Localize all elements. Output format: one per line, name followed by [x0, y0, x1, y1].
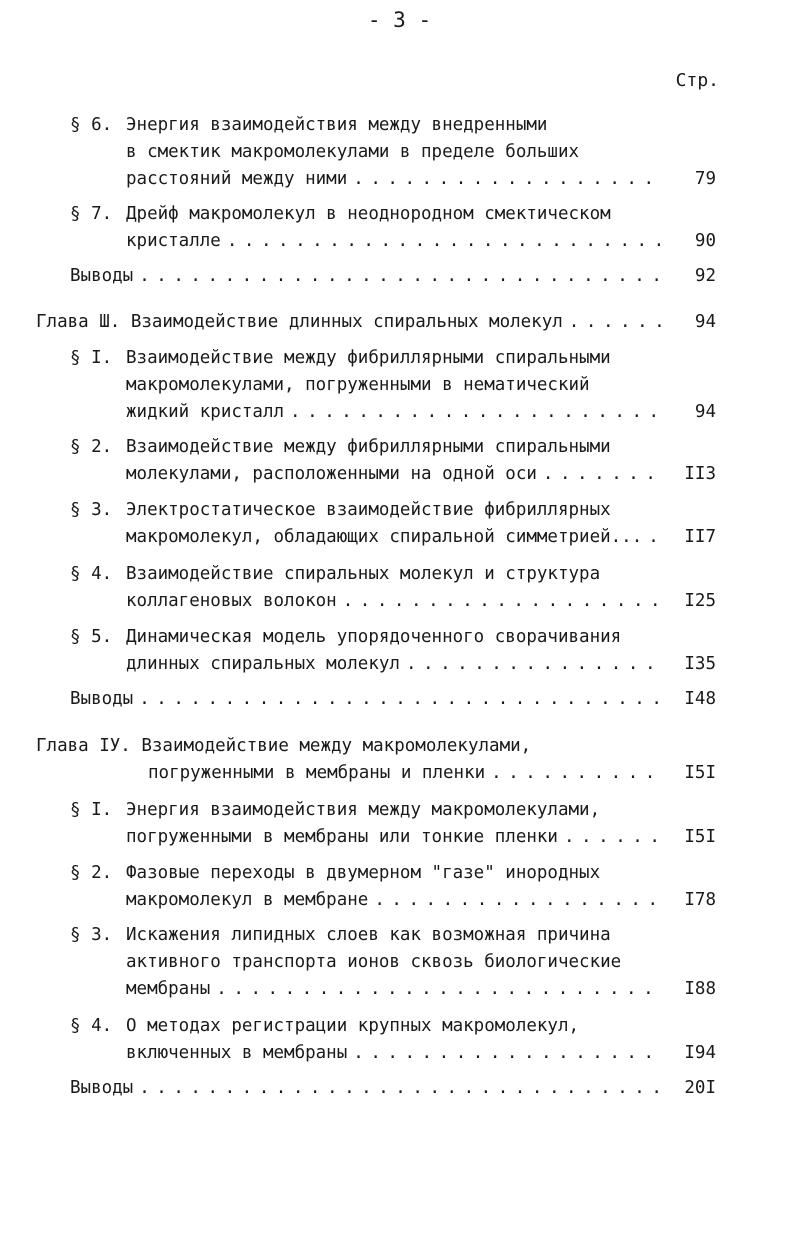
toc-entry-section-2	[70, 434, 716, 488]
leader-dots	[216, 976, 664, 1003]
entry-text-line: Выводы	[70, 266, 134, 286]
section-mark: § I.	[70, 800, 113, 820]
page-ref: I5I	[684, 827, 716, 847]
section-mark: § 7.	[70, 204, 113, 224]
page-ref: 79	[694, 169, 716, 189]
leader-dots	[290, 399, 664, 426]
section-mark: § 3.	[70, 500, 113, 520]
leader-dots	[139, 263, 664, 290]
entry-text-line: жидкий кристалл	[126, 402, 285, 422]
leader-dots	[139, 1075, 664, 1102]
toc-entry-section-6	[70, 112, 716, 193]
toc-entry-section-4	[70, 1013, 716, 1067]
entry-text-line: Энергия взаимодействия между внедренными	[126, 115, 548, 135]
entry-text-line: Взаимодействие спиральных молекул и структура	[126, 564, 601, 584]
entry-text-line: включенных в мембраны	[126, 1043, 348, 1063]
page-ref: 92	[694, 266, 716, 286]
entry-text-line: Выводы	[70, 689, 134, 709]
toc-entry-section-4	[70, 561, 716, 615]
section-mark: § 2.	[70, 863, 113, 883]
toc-entry-section-1	[70, 345, 716, 426]
entry-text-line: Электростатическое взаимодействие фибриллярных	[126, 500, 611, 520]
toc-entry-chapter-4	[36, 733, 716, 787]
page-ref: I25	[684, 591, 716, 611]
leader-dots	[648, 524, 664, 551]
entry-text-line: в смектик макромолекулами в пределе больших	[126, 142, 580, 162]
toc-entry-conclusions	[70, 686, 716, 713]
entry-text-line: коллагеновых волокон	[126, 591, 337, 611]
entry-text-line: Энергия взаимодействия между макромолекулами,	[126, 800, 601, 820]
section-mark: § 6.	[70, 115, 113, 135]
page-column-header: Стр.	[675, 70, 719, 91]
entry-text-line: Динамическая модель упорядоченного сворачивания	[126, 627, 622, 647]
entry-text-line: длинных спиральных молекул	[126, 654, 400, 674]
leader-dots	[374, 887, 664, 914]
chapter-title: Глава Ш. Взаимодействие длинных спиральных молекул	[36, 312, 563, 332]
entry-text-line: макромолекулами, погруженными в нематический	[126, 375, 590, 395]
toc-entry-section-3	[70, 922, 716, 1003]
section-mark: § I.	[70, 348, 113, 368]
entry-text-line: мембраны	[126, 979, 211, 999]
page-ref: II3	[684, 464, 716, 484]
entry-text-line: молекулами, расположенными на одной оси	[126, 464, 537, 484]
entry-text-line: погруженными в мембраны и пленки	[148, 763, 486, 783]
entry-text-line: Выводы	[70, 1078, 134, 1098]
toc-entry-section-3	[70, 497, 716, 551]
section-mark: § 2.	[70, 437, 113, 457]
page-ref: I5I	[684, 763, 716, 783]
page-ref: 20I	[684, 1078, 716, 1098]
page-ref: II7	[684, 527, 716, 547]
section-mark: § 4.	[70, 564, 113, 584]
section-mark: § 3.	[70, 925, 113, 945]
leader-dots	[353, 166, 664, 193]
toc-entry-conclusions	[70, 1075, 716, 1102]
page-number: - 3 -	[367, 8, 432, 32]
entry-text-line: активного транспорта ионов сквозь биологические	[126, 952, 622, 972]
leader-dots	[353, 1040, 664, 1067]
chapter-title: Глава IУ. Взаимодействие между макромолекулами,	[36, 736, 532, 756]
leader-dots	[543, 461, 664, 488]
section-mark: § 5.	[70, 627, 113, 647]
leader-dots	[343, 588, 664, 615]
section-mark: § 4.	[70, 1016, 113, 1036]
entry-text-line: Дрейф макромолекул в неоднородном смектическом	[126, 204, 611, 224]
entry-text-line: О методах регистрации крупных макромолекул,	[126, 1016, 580, 1036]
page-ref: I35	[684, 654, 716, 674]
entry-text-line: погруженными в мембраны или тонкие пленки	[126, 827, 558, 847]
entry-text-line: Взаимодействие между фибриллярными спиральными	[126, 437, 611, 457]
leader-dots	[227, 228, 664, 255]
page-ref: I48	[684, 689, 716, 709]
entry-text-line: макромолекул, обладающих спиральной симметрией...	[126, 527, 643, 547]
page-ref: I88	[684, 979, 716, 999]
entry-text-line: кристалле	[126, 231, 221, 251]
entry-text-line: Фазовые переходы в двумерном "газе" инородных	[126, 863, 601, 883]
toc-entry-section-7	[70, 201, 716, 255]
toc-entry-section-1	[70, 797, 716, 851]
page-ref: 94	[694, 312, 716, 332]
page-ref: 90	[694, 231, 716, 251]
page-ref: I78	[684, 890, 716, 910]
leader-dots	[406, 651, 664, 678]
leader-dots	[569, 309, 664, 336]
leader-dots	[564, 824, 664, 851]
toc-entry-chapter-3	[36, 309, 716, 336]
entry-text-line: Взаимодействие между фибриллярными спиральными	[126, 348, 611, 368]
toc-entry-section-5	[70, 624, 716, 678]
entry-text-line: расстояний между ними	[126, 169, 348, 189]
page-ref: I94	[684, 1043, 716, 1063]
page-ref: 94	[694, 402, 716, 422]
entry-text-line: Искажения липидных слоев как возможная причина	[126, 925, 611, 945]
leader-dots	[491, 760, 664, 787]
leader-dots	[139, 686, 664, 713]
entry-text-line: макромолекул в мембране	[126, 890, 369, 910]
toc-entry-conclusions	[70, 263, 716, 290]
toc-entry-section-2	[70, 860, 716, 914]
